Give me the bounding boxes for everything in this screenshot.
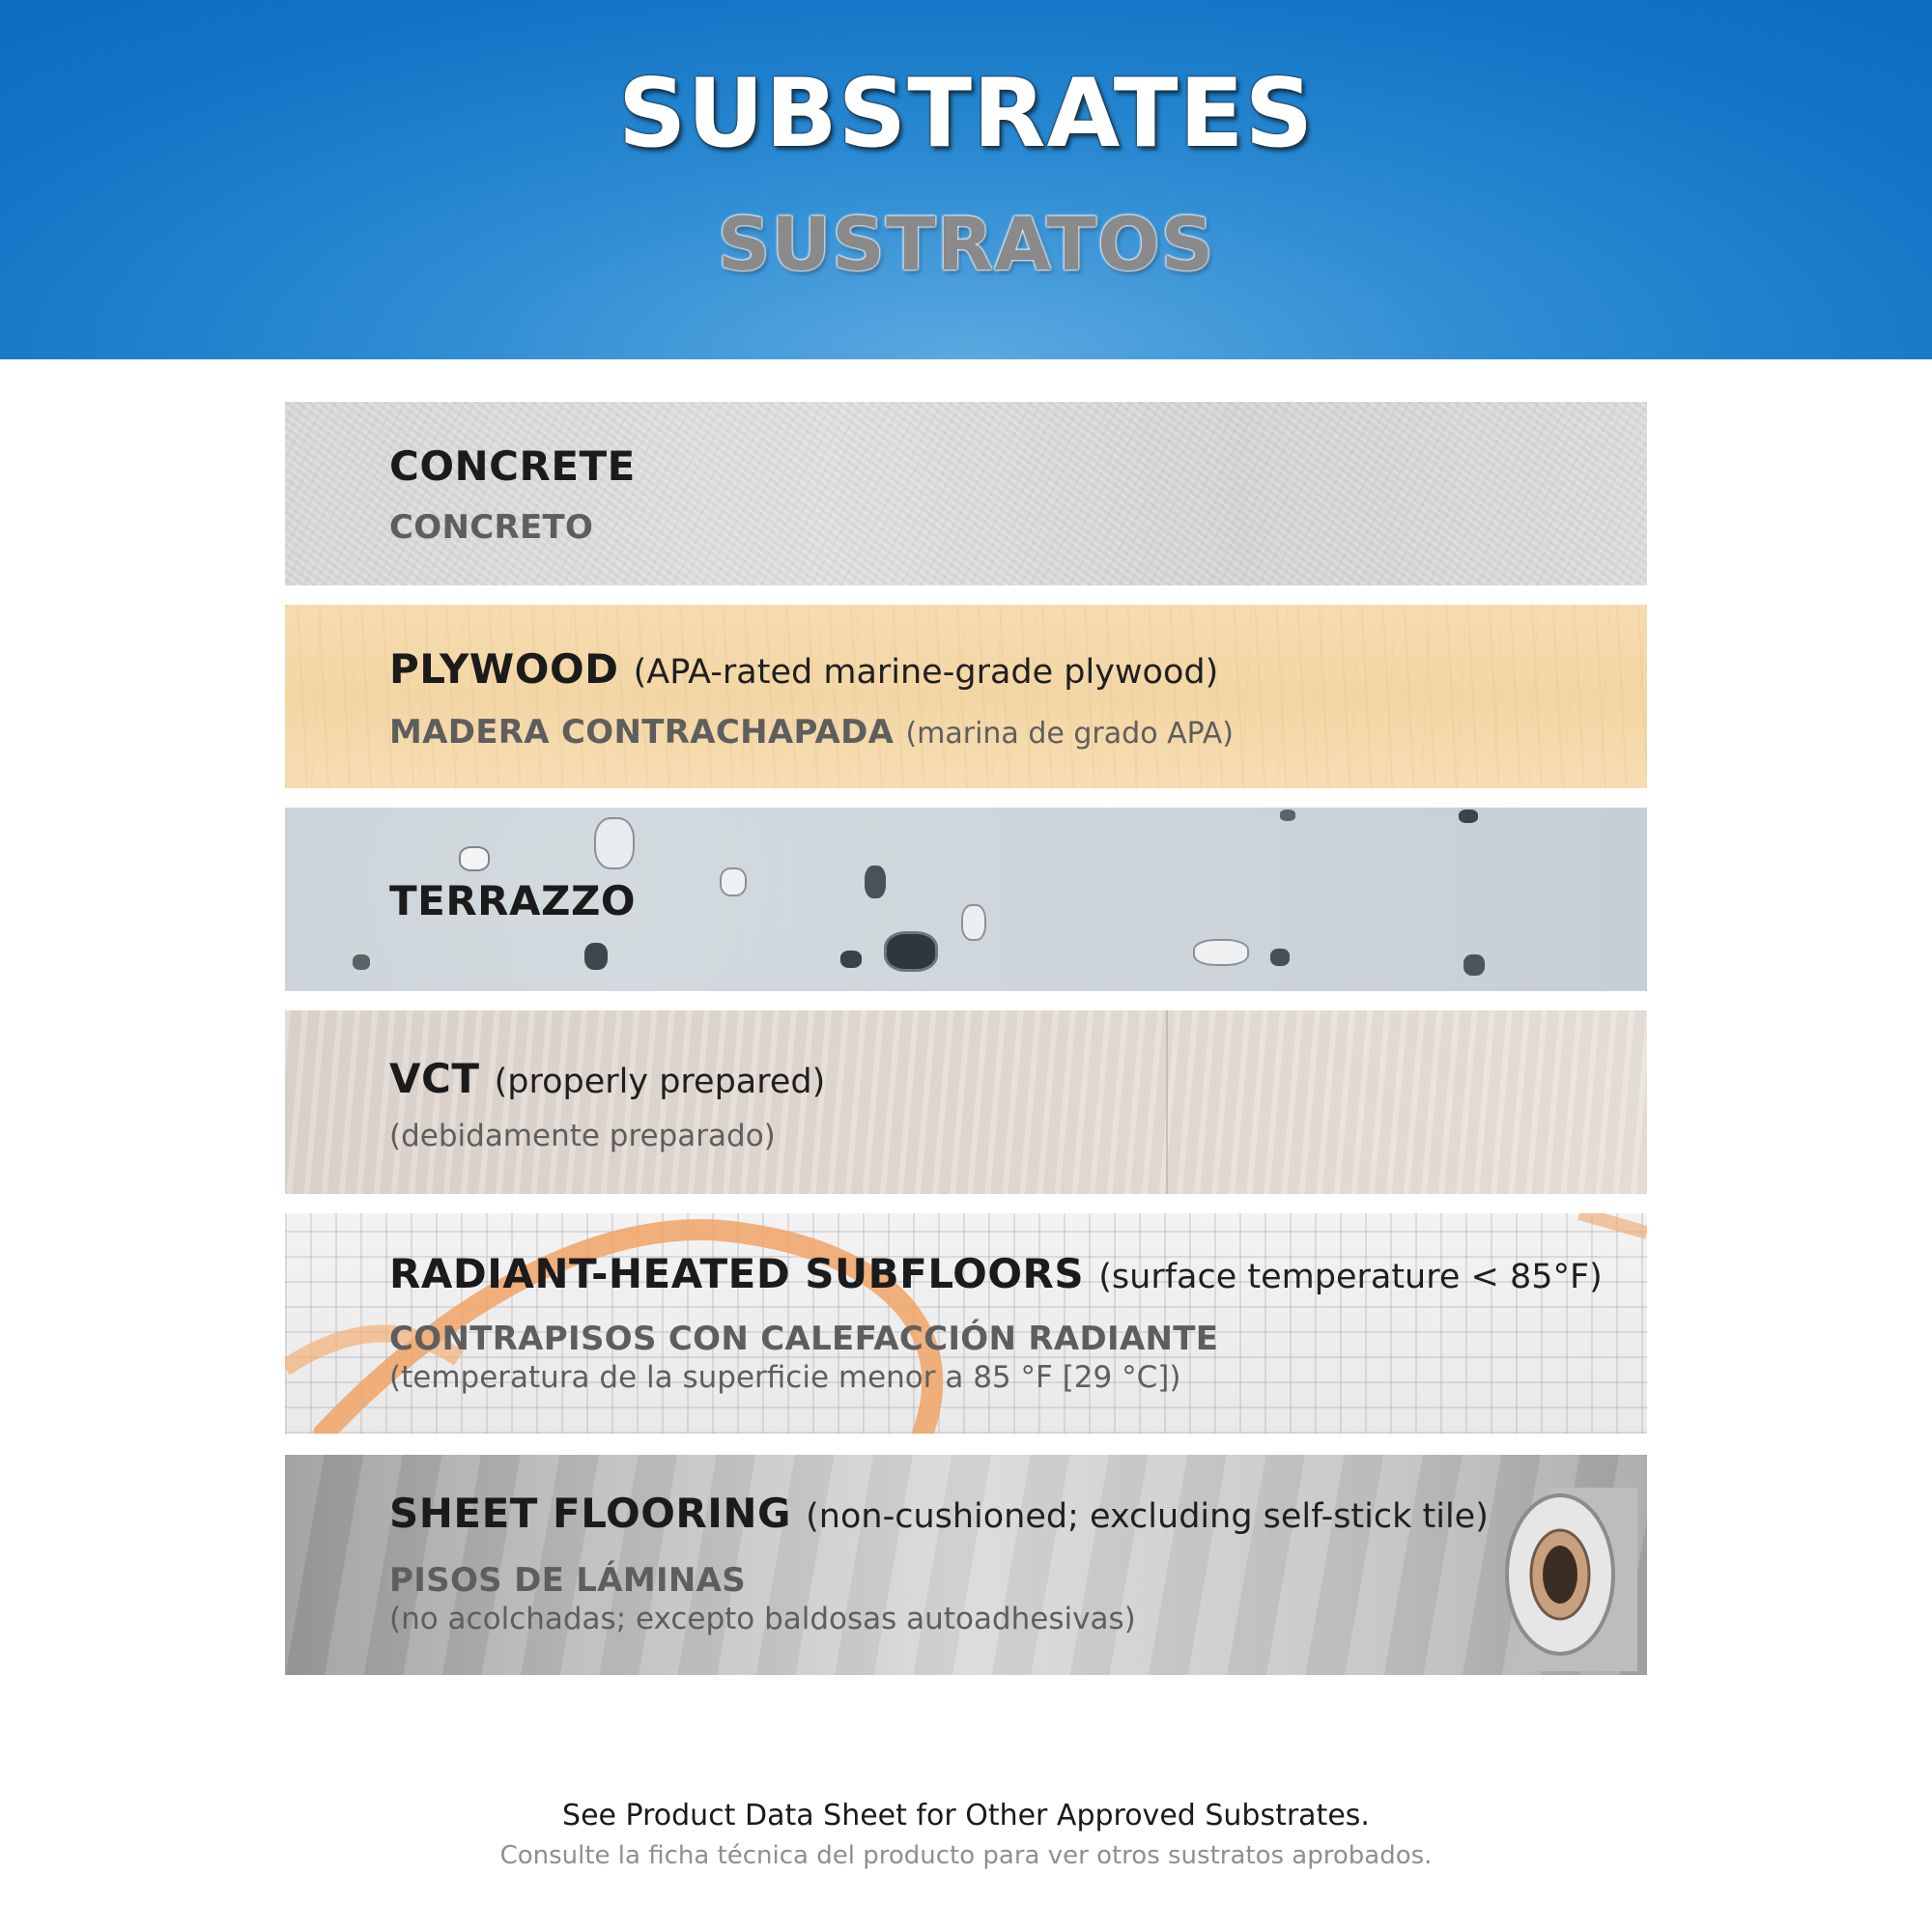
footer-note-es: Consulte la ficha técnica del producto para ver otros sustratos aprobados.: [499, 1841, 1433, 1870]
substrate-name-en: VCT: [389, 1055, 480, 1102]
substrate-name-es: PISOS DE LÁMINAS: [389, 1561, 747, 1600]
substrate-note-en: (surface temperature < 85°F): [1098, 1258, 1603, 1296]
substrate-card-radiant-heated: [285, 1213, 1647, 1434]
substrate-name-es: CONTRAPISOS CON CALEFACCIÓN RADIANTE: [389, 1320, 1219, 1358]
substrate-card-terrazzo: [285, 808, 1647, 991]
header-banner: [0, 0, 1932, 359]
substrate-name-es: CONCRETO: [389, 508, 594, 547]
substrate-heading-es: [389, 713, 1234, 752]
substrate-heading-en: [389, 1490, 1489, 1537]
substrate-note-es: (debidamente preparado): [389, 1119, 776, 1153]
substrate-note-es: (temperatura de la superficie menor a 85 °F [29 °C]): [389, 1360, 1181, 1395]
substrate-note-es: (marina de grado APA): [905, 717, 1235, 751]
substrate-name-en: SHEET FLOORING: [389, 1490, 792, 1537]
substrate-heading-en: [389, 1055, 825, 1102]
substrate-name-en: CONCRETE: [389, 442, 636, 490]
substrate-heading-en: [389, 645, 1218, 693]
substrate-name-en: RADIANT-HEATED SUBFLOORS: [389, 1250, 1085, 1297]
substrate-heading-en: [389, 1250, 1603, 1297]
substrate-name-en: PLYWOOD: [389, 645, 619, 693]
substrate-card-sheet-flooring: [285, 1455, 1647, 1675]
terrazzo-chip: [353, 954, 370, 970]
substrate-name-en: TERRAZZO: [389, 877, 637, 924]
substrate-note-en: (APA-rated marine-grade plywood): [633, 653, 1219, 692]
substrate-card-vct: [285, 1010, 1647, 1194]
page-title: SUBSTRATES: [617, 59, 1315, 169]
substrate-card-concrete: [285, 402, 1647, 585]
substrate-note-es: (no acolchadas; excepto baldosas autoadhesivas): [389, 1602, 1136, 1636]
substrate-note-en: (non-cushioned; excluding self-stick tile): [806, 1497, 1489, 1536]
substrate-name-es: MADERA CONTRACHAPADA: [389, 713, 895, 752]
footer-note-en: See Product Data Sheet for Other Approved Substrates.: [562, 1799, 1370, 1833]
substrate-note-en: (properly prepared): [494, 1063, 826, 1101]
substrate-card-plywood: [285, 605, 1647, 788]
page-subtitle: SUSTRATOS: [717, 201, 1215, 287]
